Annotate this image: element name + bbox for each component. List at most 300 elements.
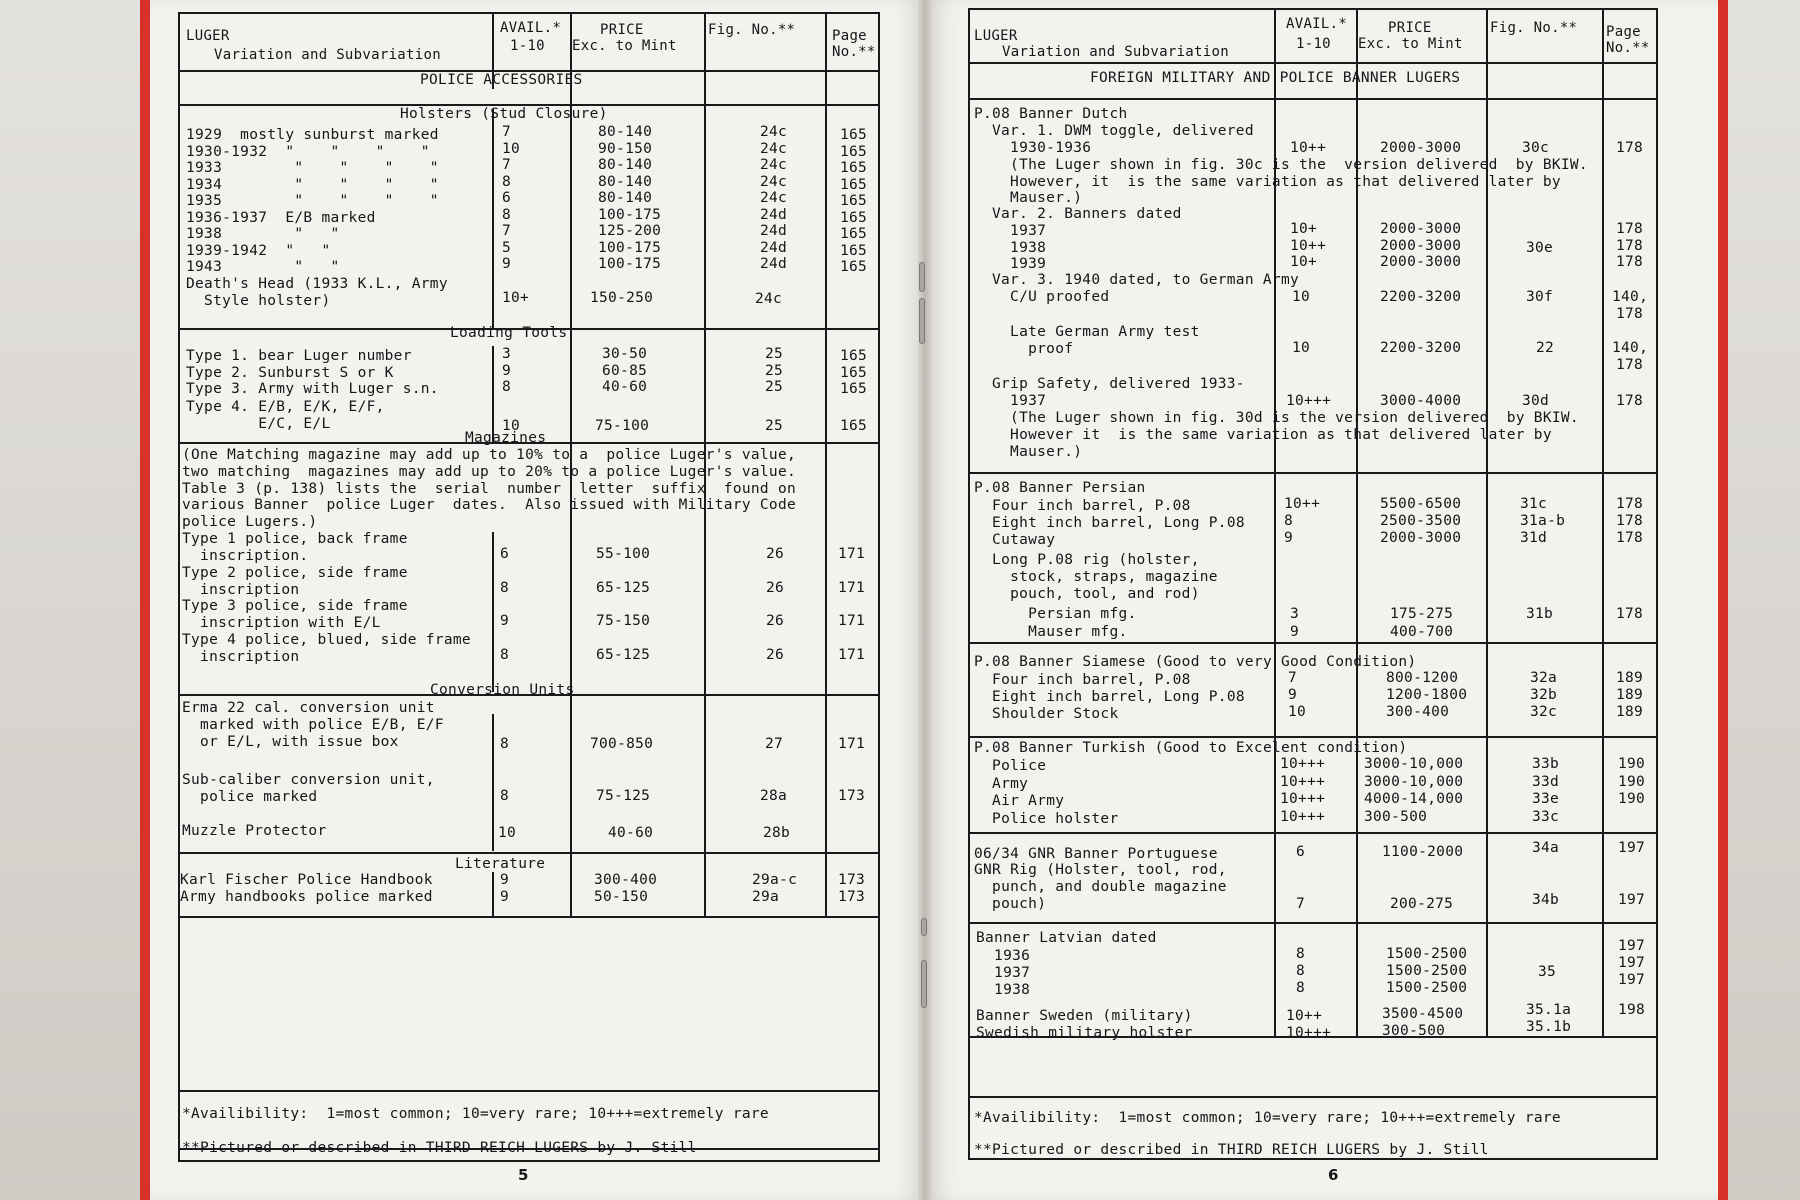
tool-row-page: 165 <box>840 364 868 381</box>
holster-row-page: 165 <box>840 176 868 193</box>
portuguese-rig-price: 200-275 <box>1390 896 1454 912</box>
holster-row-avail: 8 <box>502 173 512 190</box>
holster-row-fig: 24d <box>760 223 788 239</box>
holster-row-name: 1936-1937 E/B marked <box>186 209 376 226</box>
page-number-right: 6 <box>1328 1166 1339 1184</box>
header-price: PRICE <box>600 22 644 38</box>
tool-row-name: Type 2. Sunburst S or K <box>186 364 394 381</box>
latvian-row-name: 1938 <box>976 982 1031 998</box>
dutch-var2-name: 1938 <box>992 239 1047 256</box>
dutch-var1-price: 2000-3000 <box>1380 140 1462 156</box>
magazine-row-fig: 26 <box>766 546 785 562</box>
magazine-row-price: 75-150 <box>596 613 651 629</box>
dutch-var2-name: 1939 <box>992 256 1047 272</box>
dutch-var2-page: 178 <box>1616 254 1644 270</box>
siamese-row-fig: 32c <box>1530 704 1558 720</box>
persian-row-price: 5500-6500 <box>1380 496 1462 512</box>
dutch-var1-line2: 1930-1936 <box>992 140 1092 156</box>
tool-row-page: 165 <box>840 381 868 397</box>
type4-line1: Type 4. E/B, E/K, E/F, <box>186 399 385 415</box>
holster-row-name: 1943 " " <box>186 259 340 275</box>
book-gutter <box>918 0 932 1200</box>
header-variation: Variation and Subvariation <box>214 47 441 63</box>
page-number-left: 5 <box>518 1166 529 1184</box>
r-header-avail-range: 1-10 <box>1296 36 1331 52</box>
siamese-row-price: 800-1200 <box>1386 670 1459 686</box>
dutch-grip-line2: 1937 <box>992 393 1047 409</box>
turkish-row-fig: 33c <box>1532 808 1560 825</box>
holster-row-name: 1933 " " " " <box>186 160 439 176</box>
loading-tools-title: Loading Tools <box>450 325 568 341</box>
siamese-row-fig: 32b <box>1530 687 1558 703</box>
literature-row-fig: 29a-c <box>752 872 798 888</box>
magazine-row-avail: 9 <box>500 613 510 629</box>
siamese-row-page: 189 <box>1616 704 1644 720</box>
turkish-row-fig: 33e <box>1532 791 1560 807</box>
siamese-row-name: Eight inch barrel, Long P.08 <box>974 689 1245 705</box>
turkish-row-avail: 10+++ <box>1280 773 1326 790</box>
magazine-note-line: police Lugers.) <box>182 514 318 531</box>
latvian-title: Banner Latvian dated <box>976 930 1157 946</box>
holster-row-avail: 10 <box>502 140 521 157</box>
holster-row-fig: 24c <box>760 173 788 190</box>
r-footnote-pictured: **Pictured or described in THIRD REICH LUGERS by J. Still <box>974 1142 1489 1158</box>
siamese-row-name: Shoulder Stock <box>974 706 1119 722</box>
dutch-var2-page: 178 <box>1616 221 1644 237</box>
deaths-head-fig: 24c <box>755 291 783 307</box>
sweden-row-avail: 10++ <box>1286 1008 1323 1024</box>
siamese-row-name: Four inch barrel, P.08 <box>974 672 1191 688</box>
turkish-title: P.08 Banner Turkish (Good to Excelent condition) <box>974 740 1408 756</box>
tool-row-name: Type 1. bear Luger number <box>186 348 412 364</box>
portuguese-page: 197 <box>1618 840 1646 856</box>
portuguese-avail: 6 <box>1296 844 1306 860</box>
subcal-page: 173 <box>838 788 866 804</box>
right-price-table <box>968 8 1658 1160</box>
turkish-row-name: Police holster <box>974 810 1119 827</box>
holster-row-name: 1934 " " " " <box>186 176 439 193</box>
holster-row-page: 165 <box>840 226 868 242</box>
literature-row-name: Army handbooks police marked <box>180 889 433 905</box>
magazine-row-line1: Type 4 police, blued, side frame <box>182 631 471 648</box>
turkish-row-name: Army <box>974 775 1029 792</box>
holster-row-price: 80-140 <box>598 190 653 206</box>
sweden-row-name: Swedish military holster <box>976 1025 1193 1041</box>
literature-row-avail: 9 <box>500 889 510 905</box>
dutch-note1-line: Mauser.) <box>992 190 1083 206</box>
holster-row-fig: 24d <box>760 206 788 223</box>
magazines-title: Magazines <box>465 430 547 446</box>
dutch-note2-line: However it is the same variation as that delivered later by <box>992 427 1552 443</box>
dutch-grip-avail: 10+++ <box>1286 393 1332 409</box>
literature-row-page: 173 <box>838 889 866 905</box>
staple-bottom <box>921 918 927 936</box>
sweden-row-fig: 35.1b <box>1526 1019 1572 1035</box>
magazine-row-page: 171 <box>838 546 866 562</box>
holster-row-price: 80-140 <box>598 124 653 140</box>
persian-row-name: Cutaway <box>974 532 1056 548</box>
portuguese-rig-line: punch, and double magazine <box>974 879 1227 895</box>
deaths-head-price: 150-250 <box>590 290 654 306</box>
persian-mfg-price: 175-275 <box>1390 606 1454 622</box>
erma-avail: 8 <box>500 736 510 752</box>
dutch-var3-page1: 140, <box>1612 289 1649 305</box>
turkish-row-price: 3000-10,000 <box>1364 773 1464 790</box>
magazine-row-page: 171 <box>838 646 866 663</box>
tool-row-price: 60-85 <box>602 362 648 379</box>
dutch-grip-line1: Grip Safety, delivered 1933- <box>992 376 1245 392</box>
holster-row-avail: 7 <box>502 223 512 239</box>
header-avail: AVAIL.* <box>500 20 562 36</box>
persian-rig-line: Long P.08 rig (holster, <box>974 552 1200 568</box>
r-header-page: Page <box>1606 24 1641 40</box>
holster-row-page: 165 <box>840 143 868 160</box>
literature-row-page: 173 <box>838 872 866 888</box>
portuguese-rig-page: 197 <box>1618 892 1646 908</box>
persian-row-name: Four inch barrel, P.08 <box>974 498 1191 514</box>
type4-line2: E/C, E/L <box>186 416 331 432</box>
dutch-var2-price: 2000-3000 <box>1380 221 1462 237</box>
magazine-note-line: various Banner police Luger dates. Also issued with Military Code <box>182 497 797 514</box>
holster-row-page: 165 <box>840 160 868 176</box>
subcal-avail: 8 <box>500 788 510 804</box>
latvian-row-price: 1500-2500 <box>1386 946 1468 962</box>
header-luger: LUGER <box>186 28 230 44</box>
mauser-mfg-price: 400-700 <box>1390 624 1454 640</box>
deaths-head-line1: Death's Head (1933 K.L., Army <box>186 276 448 292</box>
dutch-var3-line1: Var. 3. 1940 dated, to German Army <box>992 272 1300 288</box>
persian-mfg: Persian mfg. <box>974 606 1137 622</box>
dutch-grip-page: 178 <box>1616 393 1644 409</box>
dutch-late-line2: proof <box>992 341 1074 357</box>
turkish-row-price: 3000-10,000 <box>1364 756 1464 772</box>
persian-row-avail: 8 <box>1284 513 1294 529</box>
dutch-var2-avail: 10+ <box>1290 221 1318 237</box>
holster-row-page: 165 <box>840 193 868 209</box>
siamese-row-page: 189 <box>1616 687 1644 703</box>
holster-row-price: 125-200 <box>598 223 662 239</box>
portuguese-title: 06/34 GNR Banner Portuguese <box>974 846 1218 862</box>
magazine-row-fig: 26 <box>766 579 785 596</box>
holster-row-page: 165 <box>840 242 868 259</box>
holster-row-name: 1930-1932 " " " " <box>186 143 430 160</box>
magazine-row-fig: 26 <box>766 646 785 663</box>
deaths-head-avail: 10+ <box>502 290 530 306</box>
literature-row-avail: 9 <box>500 872 510 888</box>
muzzle-price: 40-60 <box>608 825 654 841</box>
turkish-row-page: 190 <box>1618 773 1646 790</box>
subcal-line2: police marked <box>182 789 318 805</box>
header-avail-range: 1-10 <box>510 38 545 54</box>
magazine-row-price: 65-125 <box>596 579 651 596</box>
magazine-note-line: two matching magazines may add up to 20% to a police Luger's value. <box>182 463 797 480</box>
erma-line2: marked with police E/B, E/F <box>182 717 444 733</box>
magazine-row-price: 55-100 <box>596 546 651 562</box>
magazine-row-line1: Type 3 police, side frame <box>182 598 408 614</box>
persian-row-avail: 10++ <box>1284 496 1321 512</box>
turkish-row-fig: 33d <box>1532 773 1560 790</box>
tool-row-avail: 9 <box>502 362 512 379</box>
type4-page: 165 <box>840 418 868 434</box>
section-title-police-accessories: POLICE ACCESSORIES <box>420 72 583 88</box>
holster-row-avail: 6 <box>502 190 512 206</box>
portuguese-price: 1100-2000 <box>1382 844 1464 860</box>
type4-avail: 10 <box>502 418 521 434</box>
persian-mfg-page: 178 <box>1616 606 1644 622</box>
sweden-row-page: 198 <box>1618 1002 1646 1018</box>
dutch-var2: Var. 2. Banners dated <box>992 206 1182 222</box>
subcal-line1: Sub-caliber conversion unit, <box>182 772 435 788</box>
magazine-row-line2: inscription. <box>182 548 309 564</box>
dutch-note1-line: (The Luger shown in fig. 30c is the version delivered by BKIW. <box>992 157 1588 173</box>
latvian-row-avail: 8 <box>1296 980 1306 996</box>
dutch-var3-avail: 10 <box>1292 289 1311 305</box>
header-price-sub: Exc. to Mint <box>572 38 677 54</box>
dutch-var3-line2: C/U proofed <box>992 289 1110 305</box>
latvian-row-name: 1937 <box>976 965 1031 981</box>
latvian-row-page: 197 <box>1618 972 1646 988</box>
subcal-fig: 28a <box>760 788 788 804</box>
magazine-note-line: Table 3 (p. 138) lists the serial number letter suffix found on <box>182 480 797 497</box>
siamese-row-price: 1200-1800 <box>1386 687 1468 703</box>
left-price-table <box>178 12 880 1162</box>
dutch-var2-avail: 10++ <box>1290 237 1327 254</box>
magazine-row-line2: inscription with E/L <box>182 615 381 631</box>
persian-mfg-fig: 31b <box>1526 606 1554 622</box>
header-fig: Fig. No.** <box>708 22 796 38</box>
dutch-var2-page: 178 <box>1616 237 1644 254</box>
deaths-head-line2: Style holster) <box>186 293 331 309</box>
staple-top-2 <box>919 298 925 344</box>
dutch-title: P.08 Banner Dutch <box>974 106 1128 122</box>
holster-row-name: 1929 mostly sunburst marked <box>186 127 439 143</box>
muzzle-label: Muzzle Protector <box>182 823 327 839</box>
turkish-row-price: 4000-14,000 <box>1364 791 1464 807</box>
tool-row-price: 40-60 <box>602 379 648 395</box>
magazine-row-avail: 6 <box>500 546 510 562</box>
type4-fig: 25 <box>765 418 784 434</box>
dutch-var2-price: 2000-3000 <box>1380 237 1462 254</box>
holster-row-price: 100-175 <box>598 239 662 256</box>
magazine-row-page: 171 <box>838 613 866 629</box>
r-header-price: PRICE <box>1388 20 1432 36</box>
holster-row-page: 165 <box>840 259 868 275</box>
holster-row-avail: 5 <box>502 239 512 256</box>
holster-row-avail: 8 <box>502 206 512 223</box>
header-page-no: No.** <box>832 44 876 60</box>
r-header-price-sub: Exc. to Mint <box>1358 36 1463 52</box>
portuguese-rig-line: pouch) <box>974 896 1047 912</box>
dutch-var3-fig: 30f <box>1526 289 1554 305</box>
subcal-price: 75-125 <box>596 788 651 804</box>
dutch-late-fig: 22 <box>1536 340 1555 356</box>
holster-row-fig: 24c <box>760 124 788 140</box>
tool-row-name: Type 3. Army with Luger s.n. <box>186 381 439 397</box>
holster-row-name: 1939-1942 " " <box>186 242 331 259</box>
latvian-row-name: 1936 <box>976 948 1031 964</box>
holster-row-avail: 9 <box>502 256 512 272</box>
persian-row-page: 178 <box>1616 496 1644 512</box>
dutch-var3-page2: 178 <box>1616 306 1644 322</box>
persian-row-page: 178 <box>1616 513 1644 529</box>
turkish-row-avail: 10+++ <box>1280 756 1326 772</box>
dutch-var2-fig: 30e <box>1526 240 1554 256</box>
holster-row-name: 1938 " " <box>186 226 340 242</box>
persian-row-fig: 31d <box>1520 530 1548 546</box>
staple-top <box>919 262 925 292</box>
holster-row-fig: 24c <box>760 157 788 173</box>
mauser-mfg-avail: 9 <box>1290 624 1300 640</box>
dutch-var1-fig: 30c <box>1522 140 1550 156</box>
turkish-row-fig: 33b <box>1532 756 1560 772</box>
turkish-row-avail: 10+++ <box>1280 808 1326 825</box>
dutch-late-line1: Late German Army test <box>992 324 1200 340</box>
dutch-var2-avail: 10+ <box>1290 254 1318 270</box>
persian-title: P.08 Banner Persian <box>974 480 1146 496</box>
r-footnote-availability: *Availibility: 1=most common; 10=very rare; 10+++=extremely rare <box>974 1110 1561 1126</box>
conversion-title: Conversion Units <box>430 682 575 698</box>
siamese-row-avail: 7 <box>1288 670 1298 686</box>
erma-line1: Erma 22 cal. conversion unit <box>182 700 435 716</box>
siamese-row-price: 300-400 <box>1386 704 1450 720</box>
magazine-row-line2: inscription <box>182 581 300 598</box>
turkish-row-name: Police <box>974 758 1047 774</box>
staple-bottom-2 <box>921 960 927 1008</box>
latvian-row-price: 1500-2500 <box>1386 963 1468 979</box>
magazine-row-avail: 8 <box>500 579 510 596</box>
persian-row-name: Eight inch barrel, Long P.08 <box>974 515 1245 531</box>
dutch-late-price: 2200-3200 <box>1380 340 1462 356</box>
holster-row-fig: 24d <box>760 256 788 272</box>
erma-price: 700-850 <box>590 736 654 752</box>
tool-row-avail: 8 <box>502 379 512 395</box>
r-header-fig: Fig. No.** <box>1490 20 1578 36</box>
holster-row-page: 165 <box>840 127 868 143</box>
footnote-availability: *Availibility: 1=most common; 10=very rare; 10+++=extremely rare <box>182 1106 769 1122</box>
dutch-note2-line: Mauser.) <box>992 444 1083 460</box>
holster-row-fig: 24d <box>760 239 788 256</box>
tool-row-avail: 3 <box>502 346 512 362</box>
holster-row-avail: 7 <box>502 124 512 140</box>
holster-row-price: 100-175 <box>598 256 662 272</box>
holster-row-price: 80-140 <box>598 173 653 190</box>
portuguese-rig-fig: 34b <box>1532 892 1560 908</box>
turkish-row-name: Air Army <box>974 793 1065 809</box>
holster-row-price: 80-140 <box>598 157 653 173</box>
dutch-grip-fig: 30d <box>1522 393 1550 409</box>
magazine-row-price: 65-125 <box>596 646 651 663</box>
siamese-row-page: 189 <box>1616 670 1644 686</box>
header-page: Page <box>832 28 867 44</box>
magazine-row-fig: 26 <box>766 613 785 629</box>
persian-row-price: 2500-3500 <box>1380 513 1462 529</box>
tool-row-fig: 25 <box>765 346 784 362</box>
turkish-row-avail: 10+++ <box>1280 791 1326 807</box>
r-header-page-no: No.** <box>1606 40 1650 56</box>
persian-row-page: 178 <box>1616 530 1644 546</box>
type4-price: 75-100 <box>595 418 650 434</box>
r-header-luger: LUGER <box>974 28 1018 44</box>
dutch-late-page1: 140, <box>1612 340 1649 356</box>
dutch-var1-avail: 10++ <box>1290 140 1327 156</box>
turkish-row-page: 190 <box>1618 791 1646 807</box>
latvian-fig: 35 <box>1538 964 1557 980</box>
r-header-variation: Variation and Subvariation <box>1002 44 1229 60</box>
magazine-row-avail: 8 <box>500 646 510 663</box>
dutch-var3-price: 2200-3200 <box>1380 289 1462 305</box>
muzzle-avail: 10 <box>498 825 517 841</box>
tool-row-fig: 25 <box>765 379 784 395</box>
magazine-row-line1: Type 1 police, back frame <box>182 531 408 547</box>
holster-row-avail: 7 <box>502 157 512 173</box>
holster-row-fig: 24c <box>760 190 788 206</box>
persian-mfg-avail: 3 <box>1290 606 1300 622</box>
magazine-row-page: 171 <box>838 579 866 596</box>
latvian-row-price: 1500-2500 <box>1386 980 1468 996</box>
magazine-row-line1: Type 2 police, side frame <box>182 564 408 581</box>
turkish-row-page: 190 <box>1618 756 1646 772</box>
erma-fig: 27 <box>765 736 784 752</box>
holster-row-price: 90-150 <box>598 140 653 157</box>
literature-row-price: 50-150 <box>594 889 649 905</box>
persian-row-fig: 31c <box>1520 496 1548 512</box>
tool-row-price: 30-50 <box>602 346 648 362</box>
persian-rig-line: stock, straps, magazine <box>974 569 1218 585</box>
mauser-mfg: Mauser mfg. <box>974 624 1128 640</box>
siamese-row-avail: 10 <box>1288 704 1307 720</box>
dutch-var2-price: 2000-3000 <box>1380 254 1462 270</box>
muzzle-fig: 28b <box>763 825 791 841</box>
dutch-var1-line1: Var. 1. DWM toggle, delivered <box>992 123 1254 139</box>
tool-row-page: 165 <box>840 348 868 364</box>
literature-row-price: 300-400 <box>594 872 658 888</box>
persian-rig-line: pouch, tool, and rod) <box>974 586 1200 602</box>
holster-row-name: 1935 " " " " <box>186 193 439 209</box>
siamese-title: P.08 Banner Siamese (Good to very Good Condition) <box>974 654 1417 670</box>
portuguese-rig-avail: 7 <box>1296 896 1306 912</box>
magazine-note-line: (One Matching magazine may add up to 10% to a police Luger's value, <box>182 447 797 463</box>
turkish-row-price: 300-500 <box>1364 808 1428 825</box>
literature-title: Literature <box>455 856 546 872</box>
latvian-row-avail: 8 <box>1296 946 1306 962</box>
literature-row-fig: 29a <box>752 889 780 905</box>
dutch-note1-line: However, it is the same variation as that delivered later by <box>992 173 1561 190</box>
sweden-row-fig: 35.1a <box>1526 1002 1572 1018</box>
dutch-var2-name: 1937 <box>992 223 1047 239</box>
portuguese-rig-line: GNR Rig (Holster, tool, rod, <box>974 862 1227 878</box>
sweden-row-price: 3500-4500 <box>1382 1006 1464 1022</box>
dutch-late-avail: 10 <box>1292 340 1311 356</box>
latvian-row-page: 197 <box>1618 938 1646 954</box>
persian-row-fig: 31a-b <box>1520 513 1566 529</box>
holster-row-fig: 24c <box>760 140 788 157</box>
r-header-avail: AVAIL.* <box>1286 16 1348 32</box>
latvian-row-page: 197 <box>1618 955 1646 971</box>
portuguese-fig: 34a <box>1532 840 1560 856</box>
persian-row-price: 2000-3000 <box>1380 530 1462 546</box>
holsters-title: Holsters (Stud Closure) <box>400 106 608 122</box>
erma-line3: or E/L, with issue box <box>182 734 399 750</box>
persian-row-avail: 9 <box>1284 530 1294 546</box>
footnote-pictured: **Pictured or described in THIRD REICH LUGERS by J. Still <box>182 1140 697 1156</box>
siamese-row-avail: 9 <box>1288 687 1298 703</box>
dutch-note2-line: (The Luger shown in fig. 30d is the version delivered by BKIW. <box>992 410 1579 426</box>
dutch-var1-page: 178 <box>1616 140 1644 156</box>
sweden-row-name: Banner Sweden (military) <box>976 1008 1193 1024</box>
dutch-late-page2: 178 <box>1616 357 1644 373</box>
literature-row-name: Karl Fischer Police Handbook <box>180 872 433 888</box>
sweden-row-price: 300-500 <box>1382 1023 1446 1039</box>
